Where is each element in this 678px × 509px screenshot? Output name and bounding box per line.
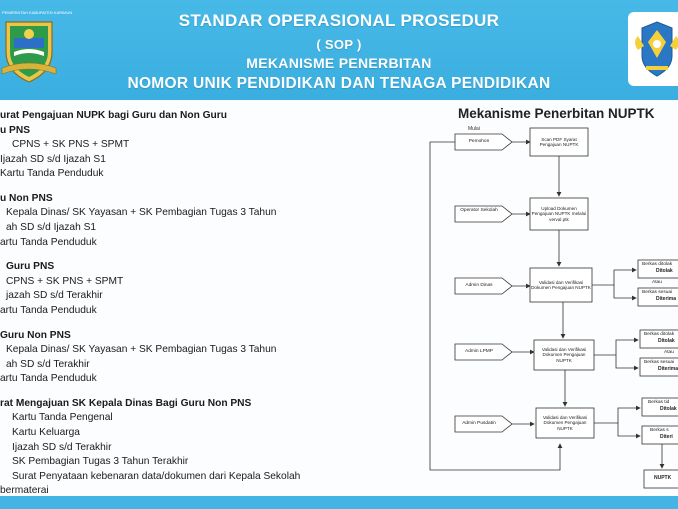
- title-sop: STANDAR OPERASIONAL PROSEDUR: [178, 11, 500, 30]
- start-label: Mulai: [468, 126, 480, 132]
- requirement-item: Kepala Dinas/ SK Yayasan + SK Pembagian Tugas 3 Tahun: [6, 344, 277, 356]
- requirement-item: ah SD s/d Ijazah S1: [6, 222, 97, 234]
- requirement-subheading: Guru Non PNS: [0, 329, 71, 341]
- requirement-item: Kartu Tanda Pengenal: [12, 412, 113, 424]
- requirement-heading-2: rat Mengajuan SK Kepala Dinas Bagi Guru Non PNS: [0, 397, 252, 409]
- outcome-accepted-label: Diterima: [656, 296, 677, 302]
- actor-admin-dinas: Admin Dinas: [465, 283, 493, 288]
- requirement-heading-1: urat Pengajuan NUPK bagi Guru dan Non Guru: [0, 110, 227, 121]
- requirement-subheading: u PNS: [0, 124, 31, 136]
- title-nuptk: NOMOR UNIK PENDIDIKAN DAN TENAGA PENDIDIKAN: [127, 75, 551, 92]
- requirement-subheading: u Non PNS: [0, 192, 53, 204]
- outcome-rejected-text: Berkas tid: [648, 400, 670, 405]
- requirement-item: Kartu Tanda Penduduk: [0, 168, 104, 180]
- outcome-accepted-label: Diterima: [658, 366, 678, 372]
- outcome-rejected-text: Berkas ditolak: [644, 332, 675, 337]
- final-nuptk-label: NUPTK: [654, 475, 672, 481]
- requirement-item: Kepala Dinas/ SK Yayasan + SK Pembagian Tugas 3 Tahun: [6, 207, 277, 219]
- outcome-accepted-text: Berkas sesuai: [642, 290, 673, 295]
- requirement-item: CPNS + SK PNS + SPMT: [6, 275, 124, 287]
- requirement-item: bermaterai: [0, 485, 49, 497]
- requirement-item: Surat Penyataan kebenaran data/dokumen dari Kepala Sekolah: [12, 470, 301, 482]
- actor-pemohon: Pemohon: [468, 139, 490, 144]
- outcome-or-label: Atau: [652, 280, 662, 285]
- outcome-rejected-label: Ditolak: [658, 338, 675, 344]
- step-validasi-dinas: Validasi dan Verifikasi Dokumen Pengajuan NUPTK: [531, 279, 591, 290]
- requirement-subheading: Guru PNS: [6, 261, 55, 273]
- step-validasi-pusdatin: Validasi dan Verifikasi Dokumen Pengajuan NUPTK: [542, 414, 588, 431]
- outcome-rejected-text: Berkas ditolak: [642, 262, 673, 267]
- outcome-accepted-text: Berkas s: [650, 428, 669, 433]
- requirement-item: Kartu Keluarga: [12, 426, 80, 438]
- outcome-accepted-label: Diteri: [660, 434, 673, 440]
- requirement-item: CPNS + SK PNS + SPMT: [12, 139, 130, 151]
- step-scan-pdf: Scan PDF Syarat Pengajuan NUPTK: [539, 136, 579, 147]
- emblem-caption: PEMERINTAH KABUPATEN KARIMUN: [2, 10, 73, 15]
- step-upload-dokumen: Upload Dokumen Pengajuan NUPTK melalui verval ptk: [531, 205, 587, 222]
- title-sop-abbr: ( SOP ): [316, 37, 362, 52]
- requirement-item: ah SD s/d Terakhir: [6, 358, 90, 370]
- requirement-item: artu Tanda Penduduk: [0, 373, 97, 385]
- requirement-item: jazah SD s/d Terakhir: [6, 290, 103, 302]
- outcome-accepted-text: Berkas sesuai: [644, 360, 675, 365]
- actor-admin-pusdatin: Admin Pusdatin: [462, 421, 496, 426]
- actor-operator-sekolah: Operator Sekolah: [460, 208, 498, 213]
- step-validasi-lpmp: Validasi dan Verifikasi Dokumen Pengajuan NUPTK: [541, 346, 587, 363]
- outcome-rejected-label: Ditolak: [660, 406, 677, 412]
- requirement-item: Ijazah SD s/d Ijazah S1: [0, 153, 106, 165]
- flowchart-title: Mekanisme Penerbitan NUPTK: [458, 106, 655, 121]
- requirement-item: artu Tanda Penduduk: [0, 236, 97, 248]
- requirement-item: artu Tanda Penduduk: [0, 304, 97, 316]
- title-mechanism: MEKANISME PENERBITAN: [246, 55, 432, 71]
- outcome-rejected-label: Ditolak: [656, 268, 673, 274]
- requirement-item: SK Pembagian Tugas 3 Tahun Terakhir: [12, 456, 189, 468]
- outcome-or-label: Atau: [664, 350, 674, 355]
- requirement-item: Ijazah SD s/d Terakhir: [12, 441, 112, 453]
- actor-admin-lpmp: Admin LPMP: [465, 349, 493, 354]
